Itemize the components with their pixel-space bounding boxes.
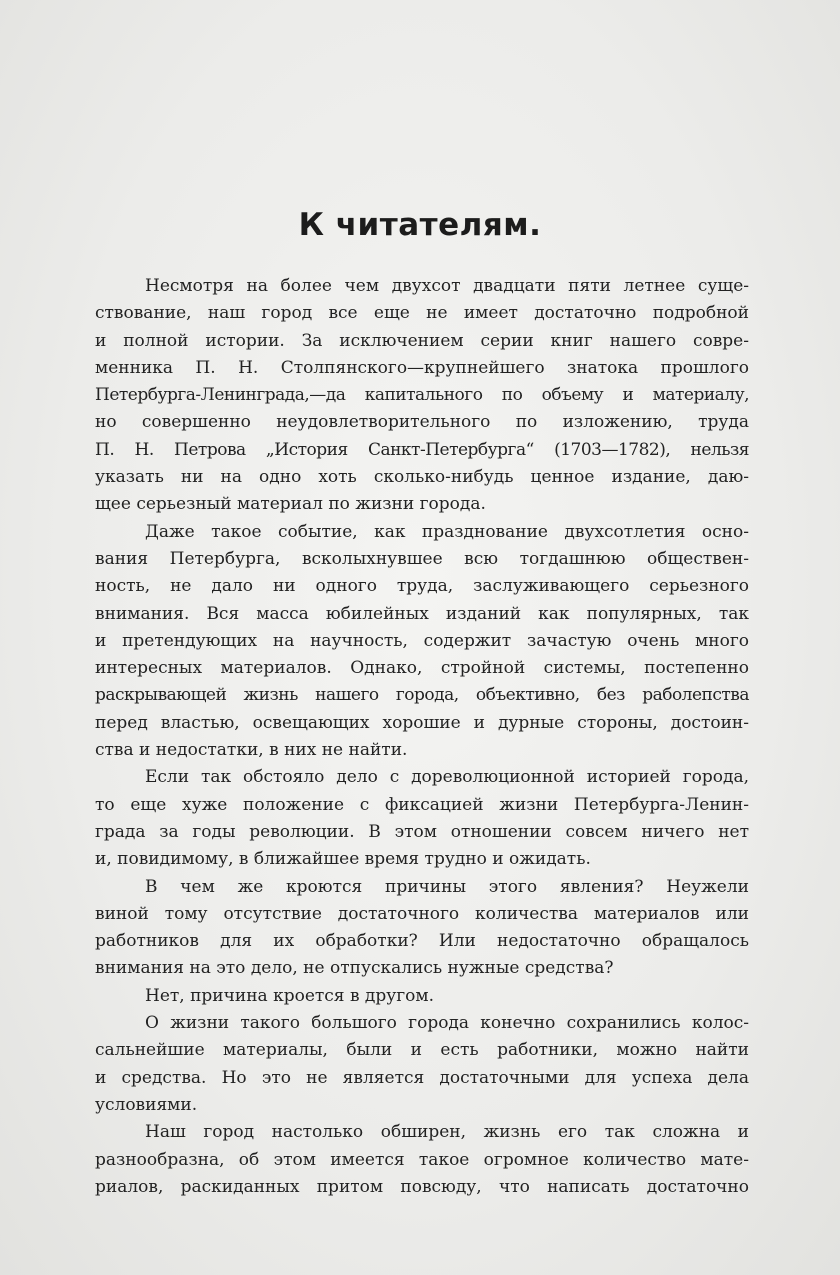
text-line: но совершенно неудовлетворительного по изложению, труда: [95, 412, 749, 433]
body-text: [95, 273, 749, 1201]
paragraph: [95, 983, 749, 1010]
text-line: и средства. Но это не является достаточными для успеха дела: [95, 1067, 749, 1088]
text-line: Несмотря на более чем двухсот двадцати пяти летнее суще-: [145, 276, 749, 296]
text-line: и претендующих на научность, содержит зачастую очень много: [95, 630, 749, 651]
paragraph: [95, 1010, 749, 1119]
text-line: то еще хуже положение с фиксацией жизни Петербурга-Ленин-: [95, 794, 749, 815]
text-line: менника П. Н. Столпянского—крупнейшего знатока прошлого: [95, 357, 749, 378]
text-line: щее серьезный материал по жизни города.: [95, 494, 486, 515]
paragraph: [95, 764, 749, 873]
text-line: ность, не дало ни одного труда, заслуживающего серьезного: [95, 576, 749, 597]
text-line: разнообразна, об этом имеется такое огромное количество мате-: [95, 1149, 749, 1170]
text-line: П. Н. Петрова „История Санкт-Петербурга“ (1703—1782), нельзя: [95, 439, 749, 460]
text-line: О жизни такого большого города конечно сохранились колос-: [145, 1013, 749, 1034]
paragraph: [95, 273, 749, 519]
text-line: внимания. Вся масса юбилейных изданий как популярных, так: [95, 603, 749, 624]
text-line: условиями.: [95, 1094, 198, 1115]
text-line: указать ни на одно хоть сколько-нибудь ценное издание, даю-: [95, 467, 749, 488]
paragraph: [95, 1119, 749, 1201]
text-line: Нет, причина кроется в другом.: [145, 985, 435, 1006]
text-line: интересных материалов. Однако, стройной системы, постепенно: [95, 658, 749, 679]
text-line: Даже такое событие, как празднование двухсотлетия осно-: [145, 521, 749, 542]
page-title: К читателям.: [298, 207, 542, 243]
paragraph: [95, 519, 749, 765]
text-line: и, повидимому, в ближайшее время трудно и ожидать.: [95, 849, 591, 870]
paragraph: [95, 874, 749, 983]
text-line: ствование, наш город все еще не имеет достаточно подробной: [95, 303, 749, 324]
text-line: В чем же кроются причины этого явления? Неужели: [145, 876, 749, 897]
text-line: града за годы революции. В этом отношении совсем ничего нет: [95, 821, 749, 842]
text-line: работников для их обработки? Или недостаточно обращалось: [95, 931, 749, 952]
text-line: и полной истории. За исключением серии книг нашего совре-: [95, 330, 749, 351]
text-line: Петербурга-Ленинграда,—да капитального по объему и материалу,: [95, 385, 749, 406]
text-line: Наш город настолько обширен, жизнь его так сложна и: [145, 1122, 749, 1143]
text-line: раскрывающей жизнь нашего города, объективно, без раболепства: [95, 685, 749, 706]
text-line: вания Петербурга, всколыхнувшее всю тогдашнюю обществен-: [95, 548, 749, 569]
text-line: сальнейшие материалы, были и есть работники, можно найти: [95, 1040, 749, 1061]
text-line: риалов, раскиданных притом повсюду, что написать достаточно: [95, 1176, 749, 1197]
text-line: перед властью, освещающих хорошие и дурные стороны, достоин-: [95, 712, 749, 733]
text-line: внимания на это дело, не отпускались нужные средства?: [95, 958, 614, 979]
text-line: виной тому отсутствие достаточного количества материалов или: [95, 903, 749, 924]
text-line: Если так обстояло дело с дореволюционной историей города,: [145, 767, 749, 788]
text-line: ства и недостатки, в них не найти.: [95, 740, 408, 761]
